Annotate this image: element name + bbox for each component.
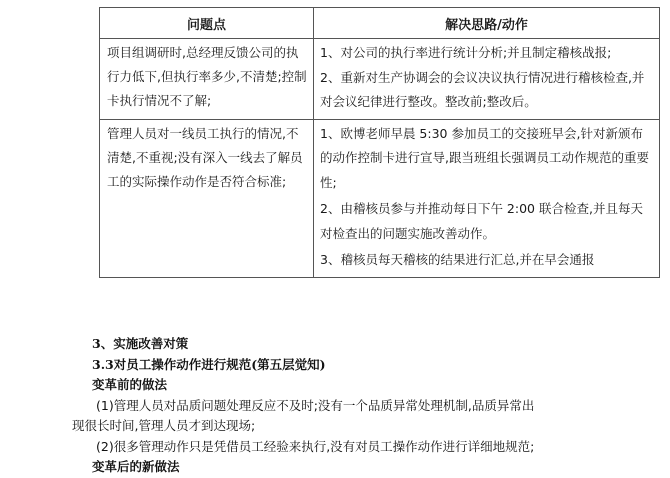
- problem-text: 管理人员对一线员工执行的情况,不清楚,不重视;没有深入一线去了解员工的实际操作动作是否符合标准;: [107, 125, 303, 189]
- problem-text: 项目组调研时,总经理反馈公司的执行力低下,但执行率多少,不清楚;控制卡执行情况不了解;: [107, 45, 307, 108]
- table-row: [100, 119, 660, 277]
- table-row: [100, 39, 660, 120]
- improvement-section: [72, 334, 632, 478]
- before-item-2: (2)很多管理动作只是凭借员工经验来执行,没有对员工操作动作进行详细地规范;: [96, 438, 535, 454]
- table-header-row: [100, 8, 660, 39]
- issues-table: [99, 7, 660, 278]
- before-item-1-line-1: (1)管理人员对品质问题处理反应不及时;没有一个品质异常处理机制,品质异常出: [96, 397, 535, 413]
- before-item-1-line-2: 现很长时间,管理人员才到达现场;: [72, 418, 256, 433]
- action-item: 1、对公司的执行率进行统计分析;并且制定稽核战报;: [320, 45, 612, 60]
- solution-cell: [314, 39, 660, 120]
- solution-cell: [314, 119, 660, 277]
- before-heading: 变革前的做法: [92, 377, 168, 392]
- problem-cell: [100, 119, 314, 277]
- header-problem: 问题点: [100, 8, 314, 39]
- action-item: 3、稽核员每天稽核的结果进行汇总,并在早会通报: [320, 252, 595, 267]
- subsection-heading: 3.3对员工操作动作进行规范(第五层觉知): [92, 356, 326, 372]
- section-heading: 3、实施改善对策: [92, 336, 189, 351]
- after-heading: 变革后的新做法: [92, 459, 180, 474]
- header-solution: 解决思路/动作: [314, 8, 660, 39]
- problem-cell: [100, 39, 314, 120]
- action-item: 2、由稽核员参与并推动每日下午 2:00 联合检查,并且每天对检查出的问题实施改善动作。: [320, 201, 643, 241]
- action-item: 1、欧博老师早晨 5:30 参加员工的交接班早会,针对新颁布的动作控制卡进行宣导,跟当班组长强调员工动作规范的重要性;: [320, 125, 649, 190]
- action-item: 2、重新对生产协调会的会议决议执行情况进行稽核检查,并对会议纪律进行整改。整改前;整改后。: [320, 69, 645, 109]
